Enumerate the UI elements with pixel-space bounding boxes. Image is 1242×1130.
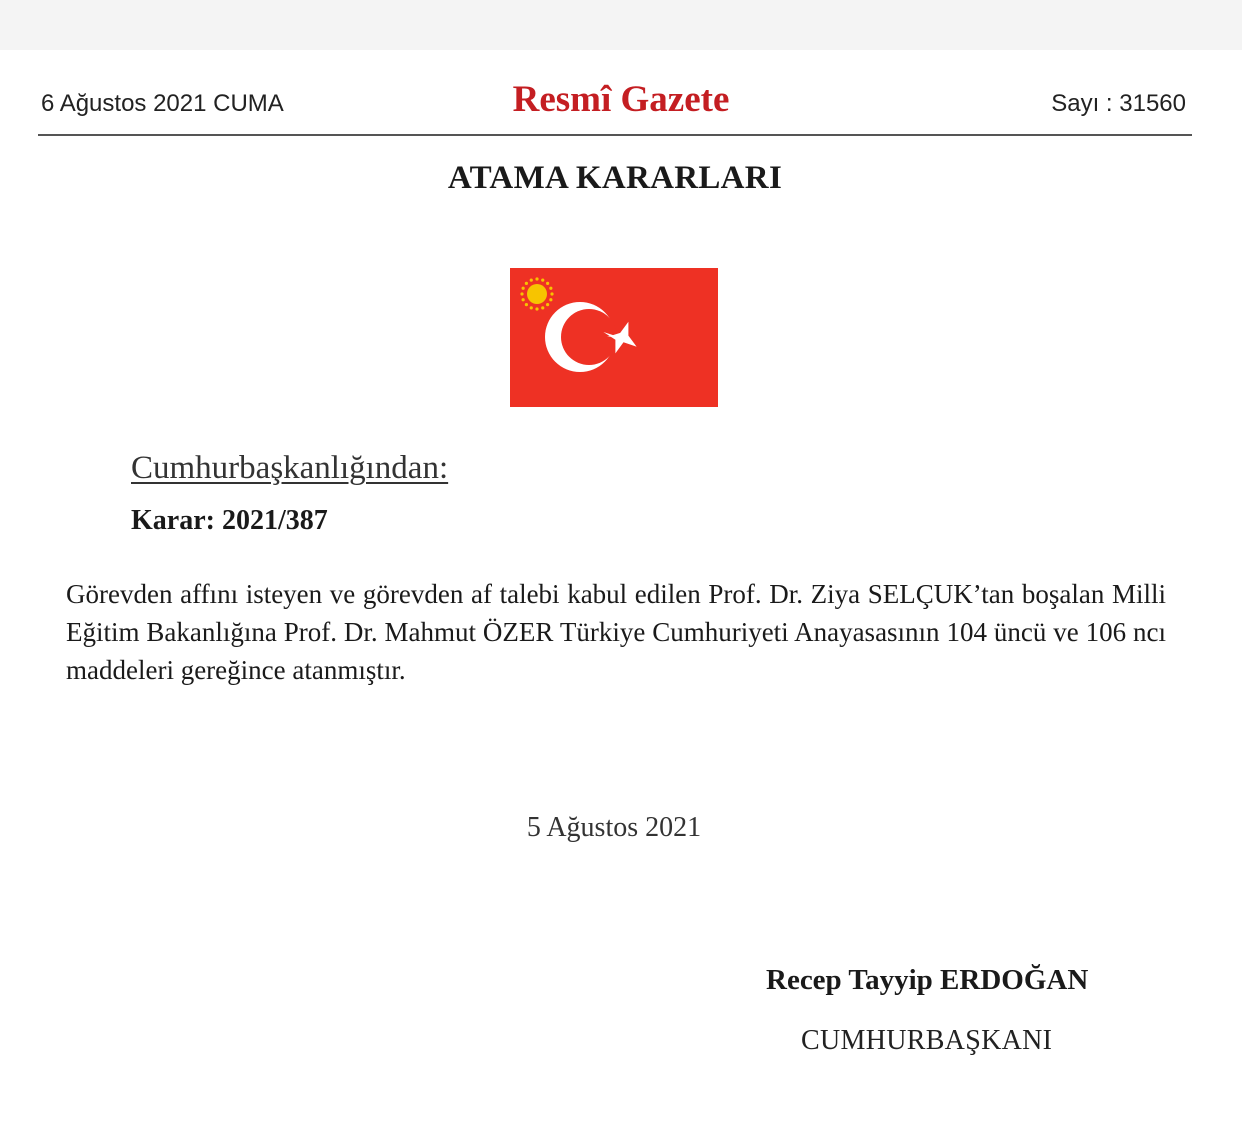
sun-ray-dot (546, 282, 549, 285)
signer-name: Recep Tayyip ERDOĞAN (766, 964, 1089, 996)
sun-ray-dot (535, 277, 538, 280)
sun-ray-dot (525, 303, 528, 306)
decree-date: 5 Ağustos 2021 (526, 812, 702, 843)
sun-ray-dot (530, 279, 533, 282)
decree-body: Görevden affını isteyen ve görevden af talebi kabul edilen Prof. Dr. Ziya SELÇUK’tan boşalan Milli Eğitim Bakanlığına Prof. Dr. Mahmut ÖZER Türkiye Cumhuriyeti Anayasasının 104 üncü ve 106 ncı maddeleri gereğince atanmıştır. (66, 579, 1166, 685)
sun-ray-dot (522, 298, 525, 301)
crescent-inner (561, 309, 617, 365)
sun-ray-dot (541, 279, 544, 282)
top-margin-band (0, 0, 1242, 50)
sun-ray-dot (530, 306, 533, 309)
sun-ray-dot (546, 303, 549, 306)
sun-ray-dot (549, 298, 552, 301)
issuing-authority: Cumhurbaşkanlığından: (131, 450, 449, 486)
sun-ray-dot (520, 292, 523, 295)
sun-ray-dot (535, 307, 538, 310)
sun-ray-dot (525, 282, 528, 285)
sun-ray-dot (550, 292, 553, 295)
publication-date: 6 Ağustos 2021 CUMA (41, 90, 284, 117)
sun-ray-dot (549, 287, 552, 290)
sun-ray-dot (522, 287, 525, 290)
section-title: ATAMA KARARLARI (447, 160, 783, 196)
gazette-title: Resmî Gazete (512, 79, 730, 120)
turkish-flag-icon (510, 268, 718, 407)
signer-title: CUMHURBAŞKANI (801, 1025, 1053, 1056)
issue-number: Sayı : 31560 (1051, 90, 1186, 117)
sun-ray-dot (541, 306, 544, 309)
header-divider (38, 134, 1192, 136)
decree-number: Karar: 2021/387 (131, 505, 328, 536)
